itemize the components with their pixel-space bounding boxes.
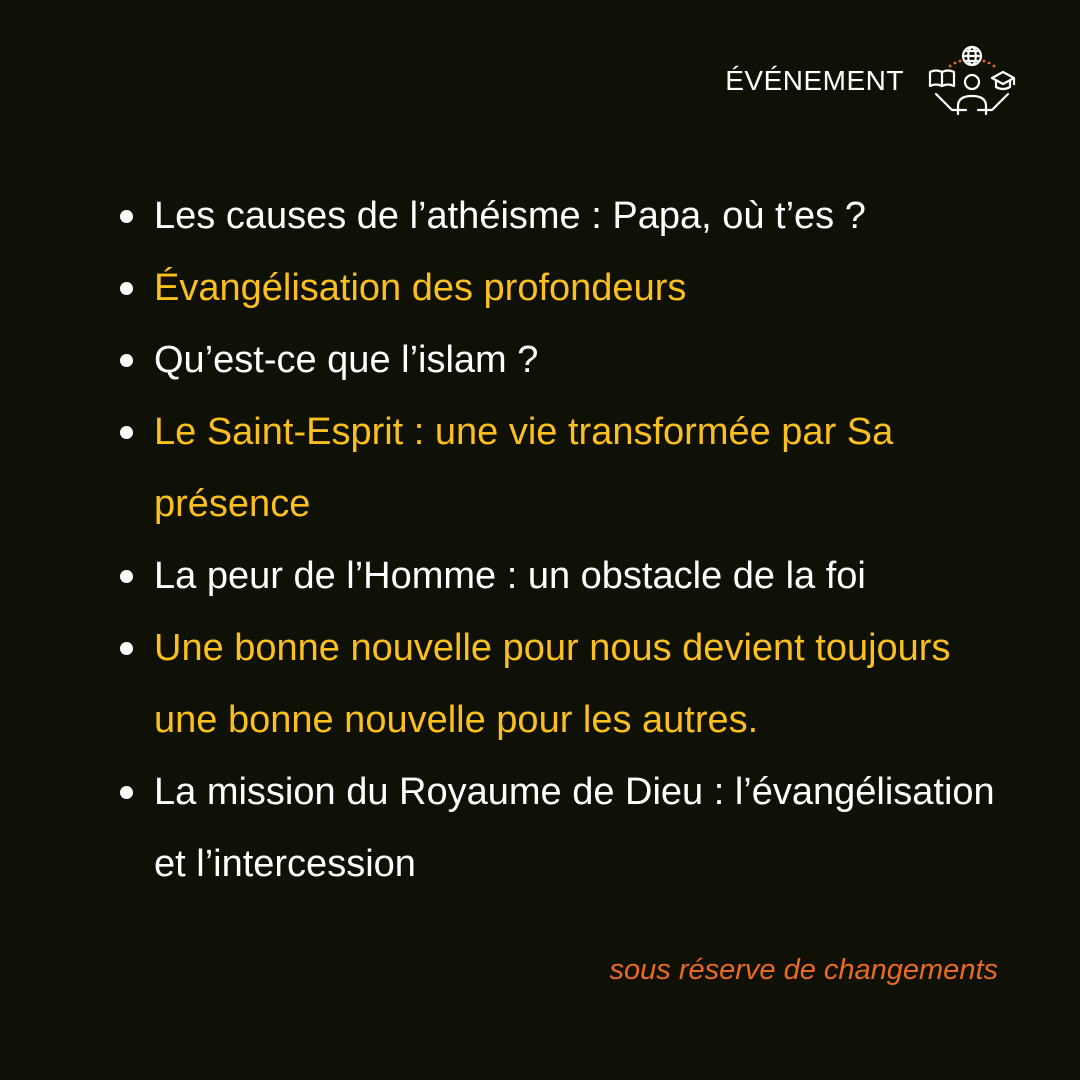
topic-item [118, 612, 1018, 756]
bullet-icon [120, 282, 133, 295]
topic-text: Qu’est-ce que l’islam ? [154, 339, 539, 381]
topic-text: La mission du Royaume de Dieu : l’évangélisation et l’intercession [154, 771, 995, 885]
topic-list [118, 180, 1018, 900]
bullet-icon [120, 426, 133, 439]
footnote: sous réserve de changements [609, 954, 998, 986]
topic-text: Le Saint-Esprit : une vie transformée par Sa présence [154, 411, 894, 525]
header-label: ÉVÉNEMENT [725, 65, 904, 96]
header [725, 44, 1018, 118]
bullet-icon [120, 210, 133, 223]
bullet-icon [120, 786, 133, 799]
bullet-icon [120, 354, 133, 367]
bullet-icon [120, 570, 133, 583]
topic-text: Évangélisation des profondeurs [154, 267, 687, 309]
topic-item [118, 396, 1018, 540]
bullet-icon [120, 642, 133, 655]
topic-text: Une bonne nouvelle pour nous devient toujours une bonne nouvelle pour les autres. [154, 627, 951, 741]
topic-item [118, 180, 1018, 252]
topic-item [118, 324, 1018, 396]
education-person-icon [926, 44, 1018, 118]
topic-text: Les causes de l’athéisme : Papa, où t’es ? [154, 195, 866, 237]
topic-item [118, 756, 1018, 900]
topic-text: La peur de l’Homme : un obstacle de la foi [154, 555, 866, 597]
topic-item [118, 252, 1018, 324]
topic-item [118, 540, 1018, 612]
